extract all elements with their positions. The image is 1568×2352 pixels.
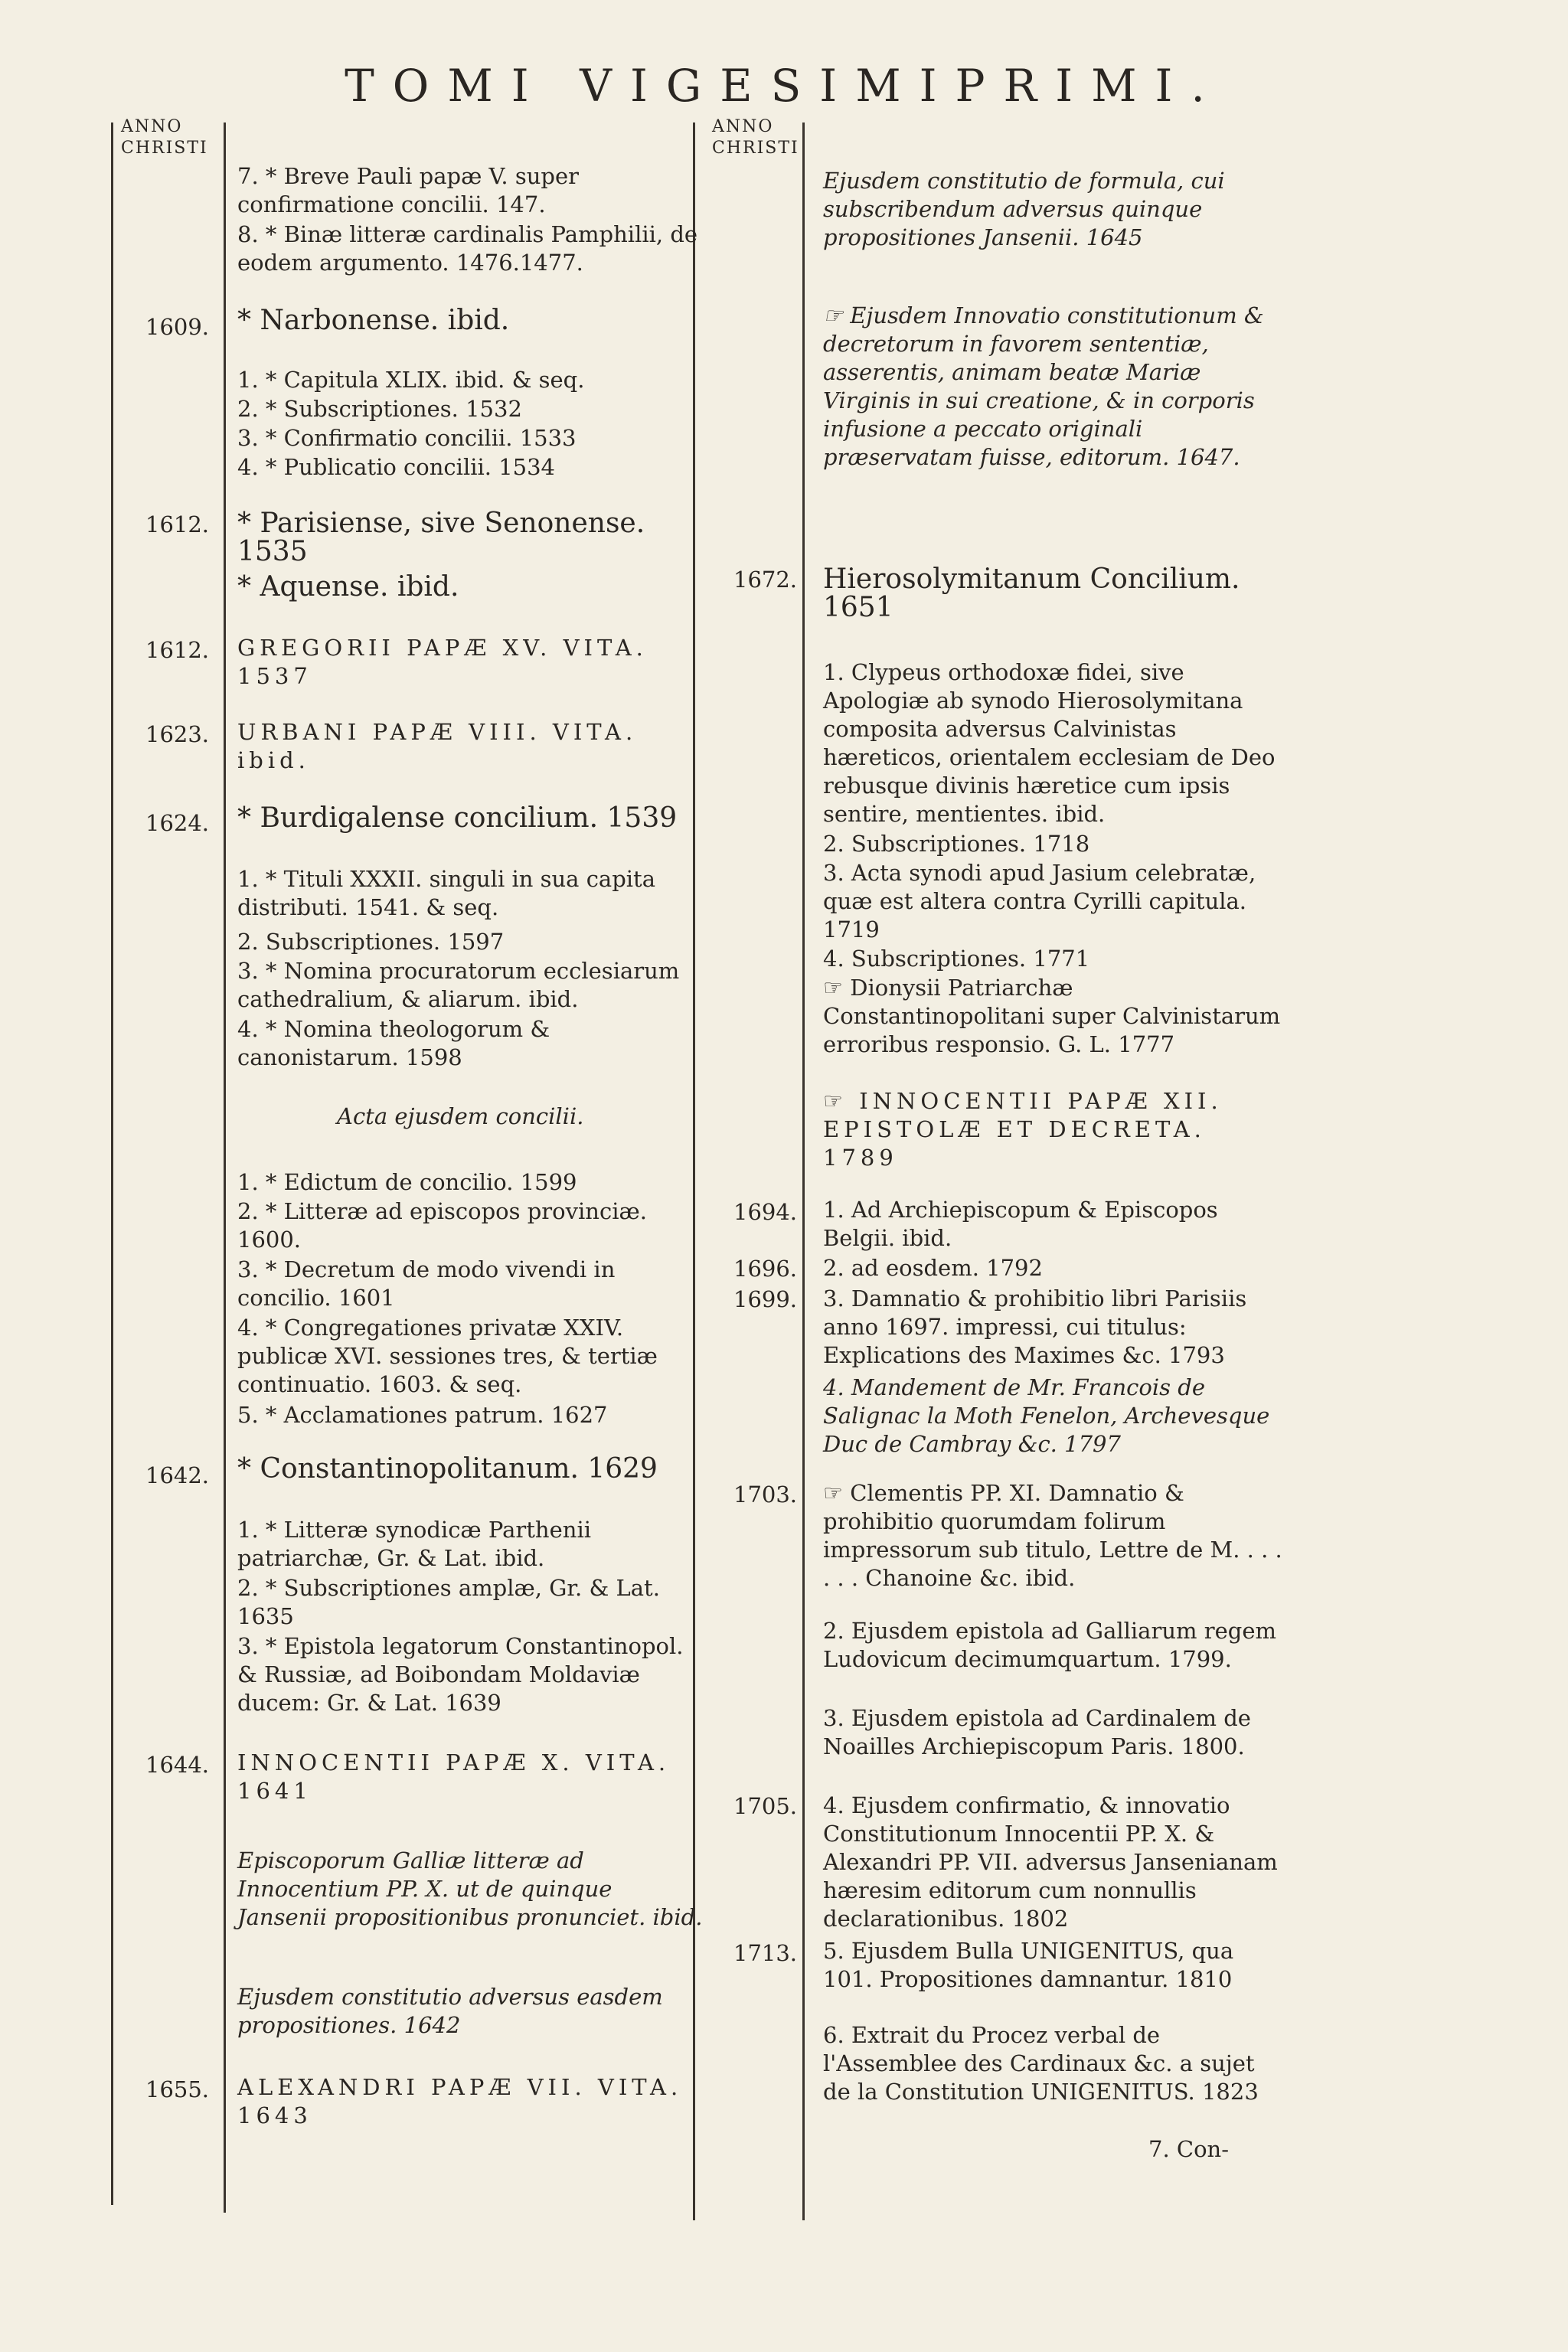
index-entry: ☞ Clementis PP. XI. Damnatio & prohibitio quorumdam folirum impressorum sub titulo, Lettre de M. . . . . . . Chanoine &c. ibid.: [823, 1480, 1282, 1591]
year-label: 1623.: [145, 721, 210, 747]
index-entry: URBANI PAPÆ VIII. VITA. ibid.: [237, 719, 638, 773]
catchword: 7. Con-: [1148, 2136, 1230, 2162]
index-entry: 1. Clypeus orthodoxæ fidei, sive Apologiæ ab synodo Hierosolymitana composita adversus Calvinistas hæreticos, orientalem ecclesiam de Deo rebusque divinis hæretice cum ipsis sentire, mentientes. ibid.: [823, 659, 1276, 827]
year-label: 1694.: [733, 1199, 798, 1225]
index-entry: ☞ Dionysii Patriarchæ Constantinopolitani super Calvinistarum erroribus responsio. G. L. 1777: [823, 975, 1281, 1057]
index-entry: * Constantinopolitanum. 1629: [237, 1453, 658, 1485]
index-entry: 1. * Tituli XXXII. singuli in sua capita distributi. 1541. & seq.: [237, 866, 656, 920]
index-entry: Ejusdem constitutio de formula, cui subscribendum adversus quinque propositiones Jansenii. 1645: [823, 168, 1225, 250]
index-entry: 5. Ejusdem Bulla UNIGENITUS, qua 101. Propositiones damnantur. 1810: [823, 1938, 1234, 1992]
index-entry: 8. * Binæ litteræ cardinalis Pamphilii, de eodem argumento. 1476.1477.: [237, 221, 698, 276]
index-entry: Ejusdem constitutio adversus easdem propositiones. 1642: [237, 1984, 663, 2038]
index-entry: * Aquense. ibid.: [237, 571, 459, 603]
index-entry: 7. * Breve Pauli papæ V. super confirmatione concilii. 147.: [237, 163, 580, 217]
index-entry: 1. * Capitula XLIX. ibid. & seq.: [237, 367, 585, 393]
index-entry: 2. * Litteræ ad episcopos provinciæ. 1600.: [237, 1198, 647, 1253]
year-label: 1696.: [733, 1256, 798, 1282]
index-entry: ALEXANDRI PAPÆ VII. VITA. 1643: [237, 2074, 683, 2128]
index-entry: ☞ Ejusdem Innovatio constitutionum & decretorum in favorem sententiæ, asserentis, animam beatæ Mariæ Virginis in sui creatione, & in corporis infusione a peccato originali præservatam fuisse, editorum. 1647.: [823, 302, 1264, 470]
index-entry: 3. * Confirmatio concilii. 1533: [237, 425, 577, 451]
index-entry: * Burdigalense concilium. 1539: [237, 802, 678, 834]
year-label: 1609.: [145, 314, 210, 340]
index-entry: INNOCENTII PAPÆ X. VITA. 1641: [237, 1749, 671, 1804]
index-entry: 1. Ad Archiepiscopum & Episcopos Belgii. ibid.: [823, 1197, 1218, 1251]
rule-left-margin: [111, 122, 113, 2205]
year-label: 1624.: [145, 810, 210, 836]
anno-label-line2: CHRISTI: [712, 139, 799, 158]
index-entry: 3. Damnatio & prohibitio libri Parisiis anno 1697. impressi, cui titulus: Explications des Maximes &c. 1793: [823, 1285, 1247, 1368]
index-entry: 4. Ejusdem confirmatio, & innovatio Constitutionum Innocentii PP. X. & Alexandri PP. VII. adversus Jansenianam hæresim editorum cum nonnullis declarationibus. 1802: [823, 1792, 1278, 1932]
index-entry: 4. * Congregationes privatæ XXIV. publicæ XVI. sessiones tres, & tertiæ continuatio. 1603. & seq.: [237, 1315, 658, 1397]
year-label: 1672.: [733, 567, 798, 593]
index-entry: 2. Subscriptiones. 1597: [237, 929, 505, 955]
anno-label-line1: ANNO: [121, 117, 183, 136]
year-label: 1705.: [733, 1793, 798, 1819]
index-entry: * Narbonense. ibid.: [237, 305, 510, 336]
year-label: 1642.: [145, 1462, 210, 1488]
index-entry: 4. * Publicatio concilii. 1534: [237, 454, 556, 480]
rule-left-year: [224, 122, 226, 2213]
index-entry: 4. Mandement de Mr. Francois de Salignac la Moth Fenelon, Archevesque Duc de Cambray &c. 1797: [823, 1374, 1270, 1457]
index-entry: 2. * Subscriptiones amplæ, Gr. & Lat. 1635: [237, 1575, 660, 1629]
index-entry: ☞ INNOCENTII PAPÆ XII. EPISTOLÆ ET DECRETA. 1789: [823, 1088, 1223, 1171]
index-entry: 2. Ejusdem epistola ad Galliarum regem Ludovicum decimumquartum. 1799.: [823, 1618, 1276, 1672]
index-entry: 1. * Litteræ synodicæ Parthenii patriarchæ, Gr. & Lat. ibid.: [237, 1517, 591, 1571]
index-entry: 2. ad eosdem. 1792: [823, 1255, 1043, 1281]
year-label: 1644.: [145, 1752, 210, 1778]
anno-label-right: [712, 116, 799, 159]
index-entry: 5. * Acclamationes patrum. 1627: [237, 1402, 608, 1428]
index-entry: 3. Acta synodi apud Jasium celebratæ, quæ est altera contra Cyrilli capitula. 1719: [823, 860, 1256, 942]
index-entry: 2. * Subscriptiones. 1532: [237, 396, 522, 422]
anno-label-line2: CHRISTI: [121, 139, 208, 158]
index-entry: 6. Extrait du Procez verbal de l'Assemblee des Cardinaux &c. a sujet de la Constitution UNIGENITUS. 1823: [823, 2022, 1259, 2105]
index-entry: 3. * Epistola legatorum Constantinopol. & Russiæ, ad Boibondam Moldaviæ ducem: Gr. & Lat. 1639: [237, 1633, 684, 1716]
index-entry: 3. Ejusdem epistola ad Cardinalem de Noailles Archiepiscopum Paris. 1800.: [823, 1705, 1251, 1759]
year-label: 1699.: [733, 1286, 798, 1312]
year-label: 1612.: [145, 511, 210, 537]
anno-label-left: [121, 116, 208, 159]
index-entry: 2. Subscriptiones. 1718: [823, 831, 1090, 857]
rule-right-year: [802, 122, 805, 2220]
index-entry: 3. * Nomina procuratorum ecclesiarum cathedralium, & aliarum. ibid.: [237, 958, 680, 1012]
index-entry: 1. * Edictum de concilio. 1599: [237, 1169, 577, 1195]
section-heading: Acta ejusdem concilii.: [337, 1103, 584, 1129]
year-label: 1655.: [145, 2076, 210, 2102]
index-entry: * Parisiense, sive Senonense. 1535: [237, 508, 645, 567]
index-entry: 4. * Nomina theologorum & canonistarum. 1598: [237, 1016, 550, 1070]
index-entry: 3. * Decretum de modo vivendi in concilio. 1601: [237, 1256, 616, 1311]
year-label: 1713.: [733, 1940, 798, 1966]
page-title: TOMI VIGESIMIPRIMI.: [345, 60, 1223, 112]
index-entry: Hierosolymitanum Concilium. 1651: [823, 564, 1240, 623]
anno-label-line1: ANNO: [712, 117, 774, 136]
index-entry: Episcoporum Galliæ litteræ ad Innocentium PP. X. ut de quinque Jansenii propositionibus pronunciet. ibid.: [237, 1847, 703, 1930]
index-entry: GREGORII PAPÆ XV. VITA. 1537: [237, 635, 648, 689]
year-label: 1703.: [733, 1481, 798, 1508]
index-entry: 4. Subscriptiones. 1771: [823, 946, 1090, 972]
year-label: 1612.: [145, 637, 210, 663]
